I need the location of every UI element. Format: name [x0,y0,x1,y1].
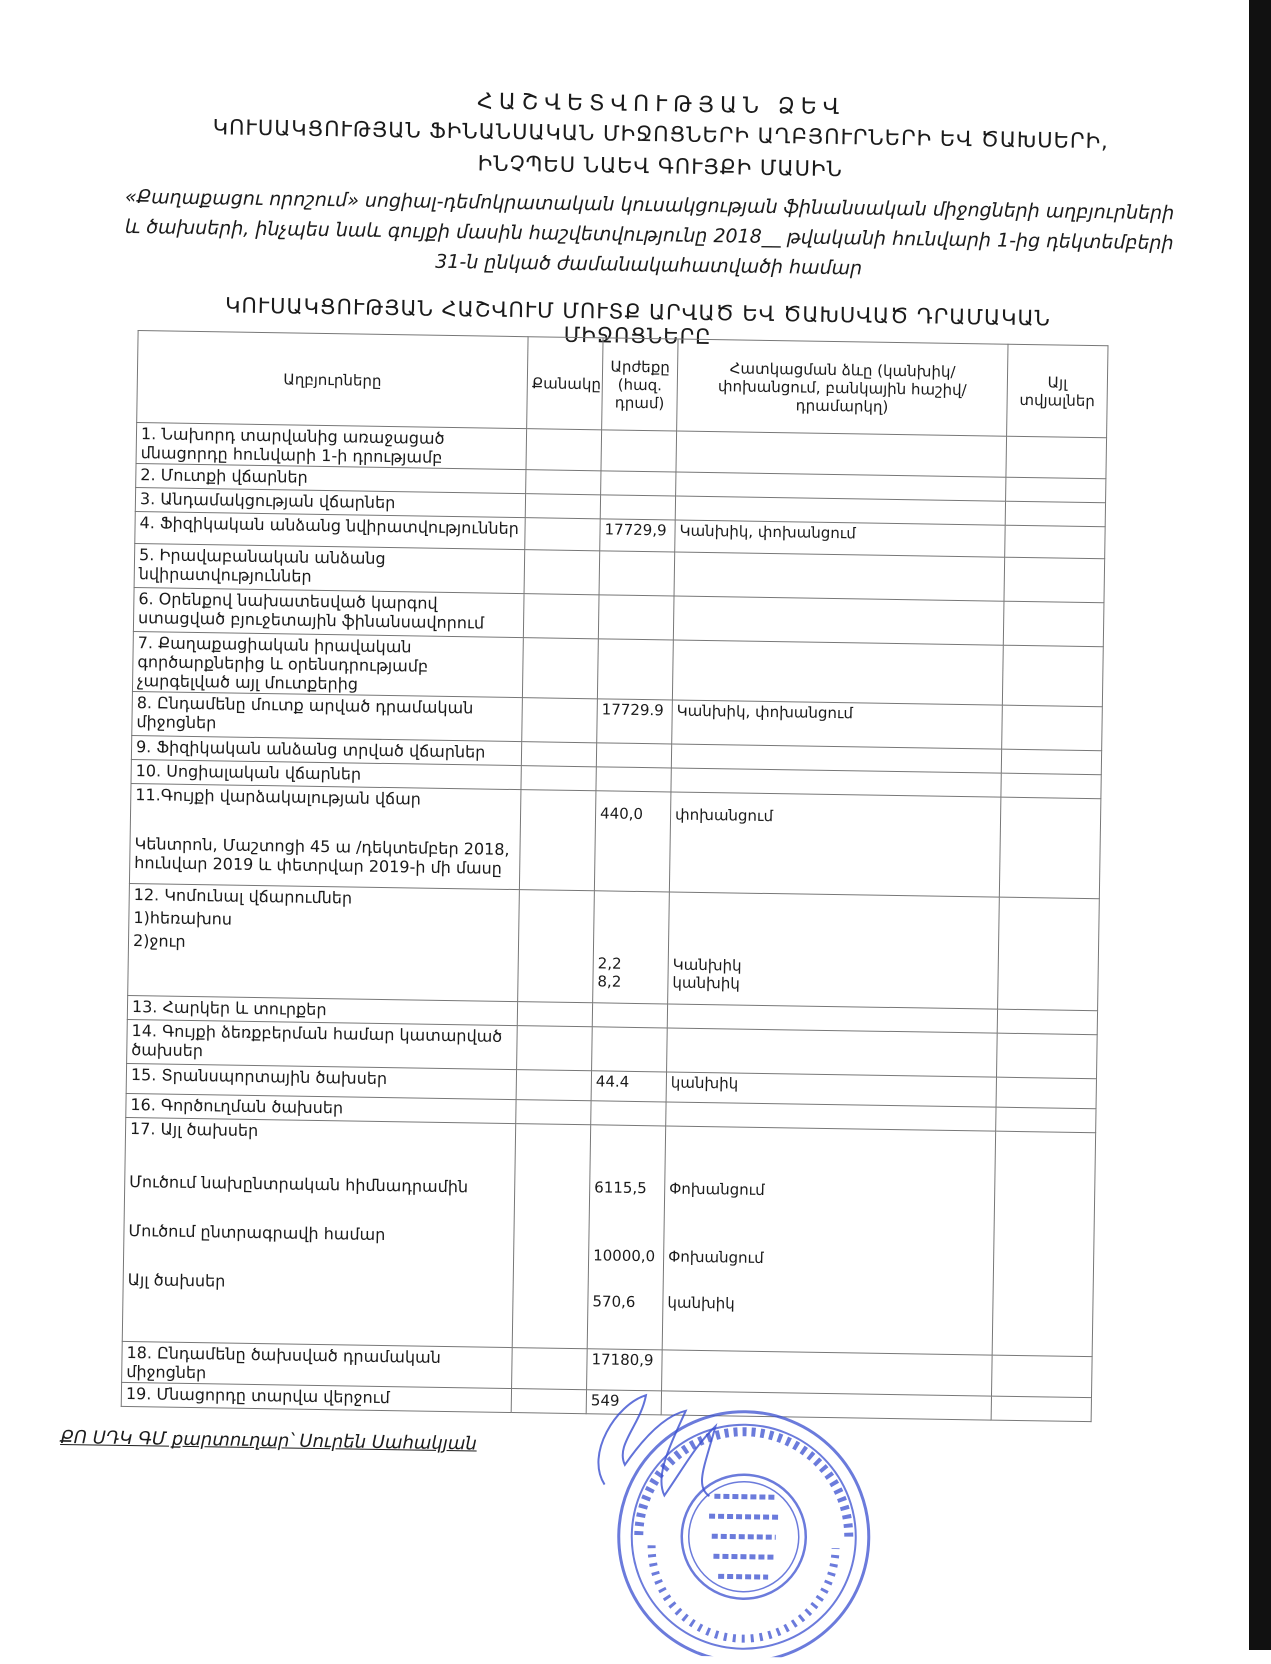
header-other: Այլ տվյալներ [1007,344,1108,438]
round-seal-stamp-icon [542,1364,887,1659]
header-value: Արժեքը (հազ. դրամ) [602,338,678,431]
other-expense-item: Մուծում ընտրագրավի համար [128,1221,386,1245]
other-expense-item: Մուծում նախընտրական հիմնադրամին [129,1172,469,1197]
table-row: 15. Տրանսպորտային ծախսեր 44.4 կանխիկ [126,1063,1096,1108]
table-row: 3. Անդամակցության վճարներ [135,488,1105,527]
table-row: 5. Իրավաբանական անձանց նվիրատվություններ [134,544,1105,603]
header-quantity: Քանակը [527,337,603,430]
table-row: 10. Սոցիալական վճարներ [131,760,1101,799]
table-row: 13. Հարկեր և տուրքեր [127,995,1097,1034]
report-title: ԿՈՒՍԱԿՑՈՒԹՅԱՆ ՖԻՆԱՆՍԱԿԱՆ ՄԻՋՈՑՆԵՐԻ ԱՂԲՅՈՒՐՆԵՐԻ ԵՎ ԾԱԽՍԵՐԻ, ԻՆՉՊԵՍ ՆԱԵՎ ԳՈՒՅՔԻ ՄԱՍԻՆ [212,115,1109,182]
header-method: Հատկացման ձևը (կանխիկ/փոխանցում, բանկային հաշիվ/դրամարկղ) [677,339,1008,436]
table-row: 7. Քաղաքացիական իրավական գործարքներից և օրենսդրությամբ չարգելված այլ մուտքերից [132,632,1103,707]
table-row: 19. Մնացորդը տարվա վերջում 549 [121,1382,1091,1421]
table-row: 11.Գույքի վարձակալության վճար Կենտրոն, Մաշտոցի 45 ա /դեկտեմբեր 2018, հունվար 2019 և փետրվար 2019-ի մի մասը 440,0 փոխանցում [129,784,1100,899]
header-sources: Աղբյուրները [137,331,528,429]
finance-table [121,330,1109,1422]
table-row: 6. Օրենքով նախատեսված կարգով ստացված բյուջետային ֆինանսավորում [133,588,1104,647]
table-header-row [137,331,1108,438]
signature-line: ՔՈ ՍԴԿ ԳՄ քարտուղար՝ Սուրեն Սահակյան [60,1426,477,1455]
table-row: 17. Այլ ծախսեր Մուծում նախընտրական հիմնադրամին Մուծում ընտրագրավի համար Այլ ծախսեր 6115,5 10000,0 570,6 Փոխանցում Փոխանցում կանխիկ [122,1117,1095,1356]
row-label: 11.Գույքի վարձակալության վճար [135,785,422,809]
report-intro: «Քաղաքացու որոշում» սոցիալ-դեմոկրատական կուսակցության ֆինանսական միջոցների աղբյուրների և ծախսերի, ինչպես նաև գույքի մասին հաշվետվությունը 2018__ թվականի հունվարի 1-ից դեկտեմբերի 31-ն ընկած ժամանակահատվածի համար [124,185,1175,280]
table-row: 9. Ֆիզիկական անձանց տրված վճարներ [131,736,1101,775]
table-row: 14. Գույքի ձեռքբերման համար կատարված ծախսեր [127,1019,1098,1078]
table-row: 1. Նախորդ տարվանից առաջացած մնացորդը հունվարի 1-ի դրությամբ [136,423,1107,479]
table-row: 4. Ֆիզիկական անձանց նվիրատվություններ 17729,9 Կանխիկ, փոխանցում [135,512,1105,559]
other-expense-item: Այլ ծախսեր [127,1270,226,1291]
table-row: 8. Ընդամենը մուտք արված դրամական միջոցներ 17729.9 Կանխիկ, փոխանցում [132,692,1103,751]
table-row: 12. Կոմունալ վճարումներ 1)հեռախոս 2)ջուր 2,2 8,2 Կանխիկ կանխիկ [128,883,1100,1010]
table-row: 18. Ընդամենը ծախսված դրամական միջոցներ 17180,9 [122,1341,1093,1397]
table-title: ԿՈՒՍԱԿՑՈՒԹՅԱՆ ՀԱՇՎՈՒՄ ՄՈՒՏՔ ԱՐՎԱԾ ԵՎ ԾԱԽՍՎԱԾ ԴՐԱՄԱԿԱՆ ՄԻՋՈՑՆԵՐԸ [224,293,1052,350]
table-row: 16. Գործուղման ծախսեր [126,1093,1096,1132]
row-note: Կենտրոն, Մաշտոցի 45 ա /դեկտեմբեր 2018, հունվար 2019 և փետրվար 2019-ի մի մասը [134,834,510,878]
form-title: ՀԱՇՎԵՏՎՈՒԹՅԱՆ ՁԵՎ [476,89,846,121]
table-row: 2. Մուտքի վճարներ [136,464,1106,503]
